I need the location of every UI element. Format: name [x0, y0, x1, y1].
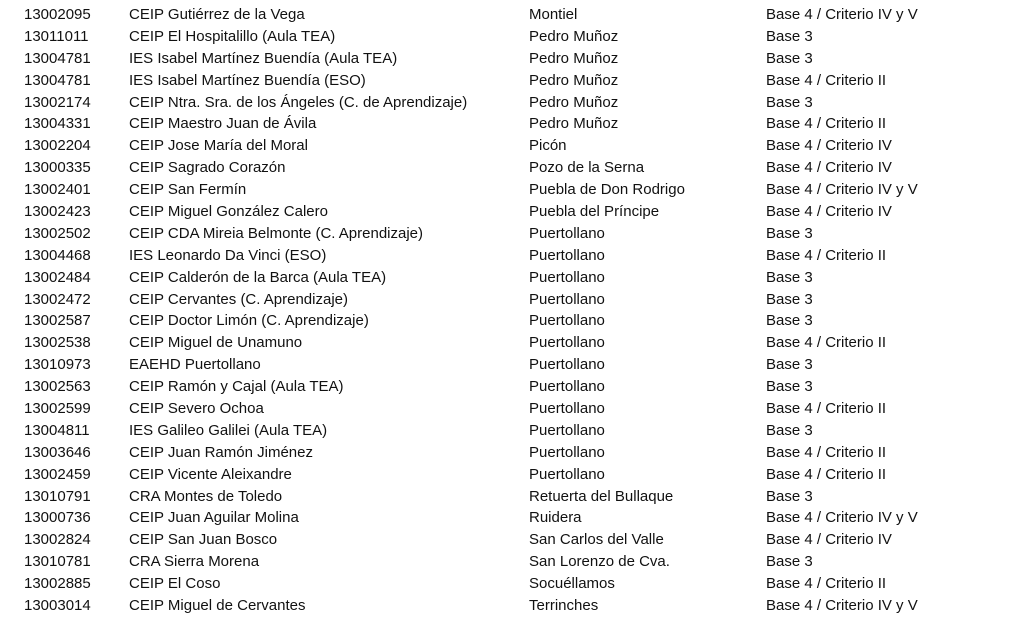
table-row	[0, 48, 1024, 70]
school-code-cell: 13010973	[24, 356, 91, 374]
table-row	[0, 26, 1024, 48]
school-code-cell: 13002563	[24, 378, 91, 396]
school-code-cell: 13004468	[24, 246, 91, 264]
school-name-cell: CEIP Miguel de Cervantes	[129, 597, 306, 615]
base-criterion-cell: Base 4 / Criterio II	[766, 246, 887, 264]
town-cell: Pedro Muñoz	[529, 49, 619, 67]
table-row	[0, 573, 1024, 595]
school-name-cell: CRA Sierra Morena	[129, 553, 260, 571]
base-criterion-cell: Base 4 / Criterio II	[766, 465, 887, 483]
table-row	[0, 332, 1024, 354]
school-name-cell: CEIP CDA Mireia Belmonte (C. Aprendizaje)	[129, 224, 424, 242]
base-criterion-cell: Base 4 / Criterio IV	[766, 159, 892, 177]
table-row	[0, 70, 1024, 92]
town-cell: Retuerta del Bullaque	[529, 487, 674, 505]
town-cell: Puebla de Don Rodrigo	[529, 181, 685, 199]
school-name-cell: CEIP Cervantes (C. Aprendizaje)	[129, 290, 348, 308]
school-code-cell: 13002423	[24, 203, 91, 221]
table-row	[0, 354, 1024, 376]
table-row	[0, 267, 1024, 289]
school-code-cell: 13002824	[24, 531, 91, 549]
school-code-cell: 13011011	[24, 27, 89, 45]
school-name-cell: IES Isabel Martínez Buendía (ESO)	[129, 71, 366, 89]
school-code-cell: 13003646	[24, 443, 91, 461]
town-cell: Pedro Muñoz	[529, 71, 619, 89]
school-name-cell: CEIP San Juan Bosco	[129, 531, 278, 549]
town-cell: Socuéllamos	[529, 575, 615, 593]
table-row	[0, 486, 1024, 508]
table-row	[0, 289, 1024, 311]
table-row	[0, 113, 1024, 135]
school-name-cell: CEIP Ntra. Sra. de los Ángeles (C. de Aprendizaje)	[129, 93, 468, 111]
school-name-cell: CEIP Gutiérrez de la Vega	[129, 6, 305, 23]
base-criterion-cell: Base 4 / Criterio IV y V	[766, 181, 918, 199]
base-criterion-cell: Base 3	[766, 268, 813, 286]
school-name-cell: CEIP San Fermín	[129, 181, 247, 199]
school-name-cell: CEIP Juan Ramón Jiménez	[129, 443, 313, 461]
town-cell: Pedro Muñoz	[529, 27, 619, 45]
base-criterion-cell: Base 4 / Criterio IV y V	[766, 6, 918, 23]
base-criterion-cell: Base 3	[766, 553, 813, 571]
town-cell: Puertollano	[529, 356, 605, 374]
school-code-cell: 13003014	[24, 597, 91, 615]
base-criterion-cell: Base 3	[766, 49, 813, 67]
base-criterion-cell: Base 4 / Criterio II	[766, 443, 887, 461]
base-criterion-cell: Base 4 / Criterio II	[766, 575, 887, 593]
school-code-cell: 13004331	[24, 115, 91, 133]
school-name-cell: CEIP Miguel González Calero	[129, 203, 328, 221]
base-criterion-cell: Base 3	[766, 487, 813, 505]
base-criterion-cell: Base 4 / Criterio II	[766, 115, 887, 133]
town-cell: San Lorenzo de Cva.	[529, 553, 670, 571]
town-cell: Ruidera	[529, 509, 582, 527]
town-cell: Puertollano	[529, 224, 605, 242]
base-criterion-cell: Base 4 / Criterio IV y V	[766, 597, 918, 615]
table-row	[0, 135, 1024, 157]
base-criterion-cell: Base 4 / Criterio II	[766, 334, 887, 352]
table-row	[0, 245, 1024, 267]
school-code-cell: 13000335	[24, 159, 91, 177]
base-criterion-cell: Base 3	[766, 421, 813, 439]
town-cell: Montiel	[529, 6, 578, 23]
base-criterion-cell: Base 4 / Criterio IV	[766, 531, 892, 549]
base-criterion-cell: Base 3	[766, 93, 813, 111]
town-cell: Puertollano	[529, 290, 605, 308]
school-code-cell: 13002459	[24, 465, 91, 483]
school-code-cell: 13004811	[24, 421, 90, 439]
town-cell: Puertollano	[529, 378, 605, 396]
school-name-cell: CRA Montes de Toledo	[129, 487, 283, 505]
school-code-cell: 13002599	[24, 400, 91, 418]
school-code-cell: 13002095	[24, 6, 91, 23]
table-row	[0, 310, 1024, 332]
table-row	[0, 157, 1024, 179]
school-name-cell: CEIP Jose María del Moral	[129, 137, 308, 155]
school-code-cell: 13004781	[24, 71, 91, 89]
school-code-cell: 13010781	[24, 553, 91, 571]
town-cell: San Carlos del Valle	[529, 531, 664, 549]
town-cell: Puertollano	[529, 246, 605, 264]
base-criterion-cell: Base 4 / Criterio II	[766, 71, 887, 89]
base-criterion-cell: Base 3	[766, 356, 813, 374]
table-row	[0, 551, 1024, 573]
base-criterion-cell: Base 3	[766, 290, 813, 308]
table-row	[0, 92, 1024, 114]
school-name-cell: CEIP El Hospitalillo (Aula TEA)	[129, 27, 336, 45]
table-row	[0, 179, 1024, 201]
school-name-cell: CEIP Doctor Limón (C. Aprendizaje)	[129, 312, 369, 330]
town-cell: Puertollano	[529, 465, 605, 483]
school-code-cell: 13004781	[24, 49, 91, 67]
schools-table	[0, 4, 1024, 617]
town-cell: Picón	[529, 137, 567, 155]
table-row	[0, 529, 1024, 551]
table-row	[0, 464, 1024, 486]
table-row	[0, 201, 1024, 223]
school-code-cell: 13002204	[24, 137, 91, 155]
town-cell: Pozo de la Serna	[529, 159, 645, 177]
town-cell: Puertollano	[529, 312, 605, 330]
table-row	[0, 507, 1024, 529]
table-row	[0, 595, 1024, 617]
school-code-cell: 13000736	[24, 509, 91, 527]
school-name-cell: CEIP Vicente Aleixandre	[129, 465, 292, 483]
table-row	[0, 420, 1024, 442]
school-name-cell: CEIP Miguel de Unamuno	[129, 334, 303, 352]
school-name-cell: CEIP Juan Aguilar Molina	[129, 509, 299, 527]
school-code-cell: 13002174	[24, 93, 91, 111]
town-cell: Puertollano	[529, 421, 605, 439]
school-code-cell: 13002538	[24, 334, 91, 352]
town-cell: Terrinches	[529, 597, 599, 615]
school-name-cell: IES Galileo Galilei (Aula TEA)	[129, 421, 328, 439]
town-cell: Pedro Muñoz	[529, 93, 619, 111]
base-criterion-cell: Base 4 / Criterio IV y V	[766, 509, 918, 527]
school-code-cell: 13002484	[24, 268, 91, 286]
table-row	[0, 442, 1024, 464]
school-name-cell: CEIP El Coso	[129, 575, 221, 593]
school-name-cell: IES Leonardo Da Vinci (ESO)	[129, 246, 327, 264]
base-criterion-cell: Base 3	[766, 378, 813, 396]
base-criterion-cell: Base 3	[766, 312, 813, 330]
school-name-cell: CEIP Ramón y Cajal (Aula TEA)	[129, 378, 344, 396]
school-name-cell: IES Isabel Martínez Buendía (Aula TEA)	[129, 49, 398, 67]
town-cell: Puertollano	[529, 400, 605, 418]
school-name-cell: CEIP Severo Ochoa	[129, 400, 264, 418]
school-code-cell: 13002472	[24, 290, 91, 308]
town-cell: Puertollano	[529, 334, 605, 352]
school-name-cell: CEIP Sagrado Corazón	[129, 159, 286, 177]
school-name-cell: CEIP Maestro Juan de Ávila	[129, 115, 317, 133]
base-criterion-cell: Base 4 / Criterio II	[766, 400, 887, 418]
school-code-cell: 13002885	[24, 575, 91, 593]
table-row	[0, 376, 1024, 398]
school-code-cell: 13002502	[24, 224, 91, 242]
school-name-cell: CEIP Calderón de la Barca (Aula TEA)	[129, 268, 387, 286]
school-name-cell: EAEHD Puertollano	[129, 356, 261, 374]
base-criterion-cell: Base 3	[766, 27, 813, 45]
base-criterion-cell: Base 4 / Criterio IV	[766, 137, 892, 155]
table-row	[0, 398, 1024, 420]
school-code-cell: 13010791	[24, 487, 91, 505]
base-criterion-cell: Base 3	[766, 224, 813, 242]
table-row	[0, 4, 1024, 26]
table-row	[0, 223, 1024, 245]
base-criterion-cell: Base 4 / Criterio IV	[766, 203, 892, 221]
town-cell: Pedro Muñoz	[529, 115, 619, 133]
school-code-cell: 13002401	[24, 181, 91, 199]
school-code-cell: 13002587	[24, 312, 91, 330]
town-cell: Puebla del Príncipe	[529, 203, 660, 221]
town-cell: Puertollano	[529, 268, 605, 286]
town-cell: Puertollano	[529, 443, 605, 461]
